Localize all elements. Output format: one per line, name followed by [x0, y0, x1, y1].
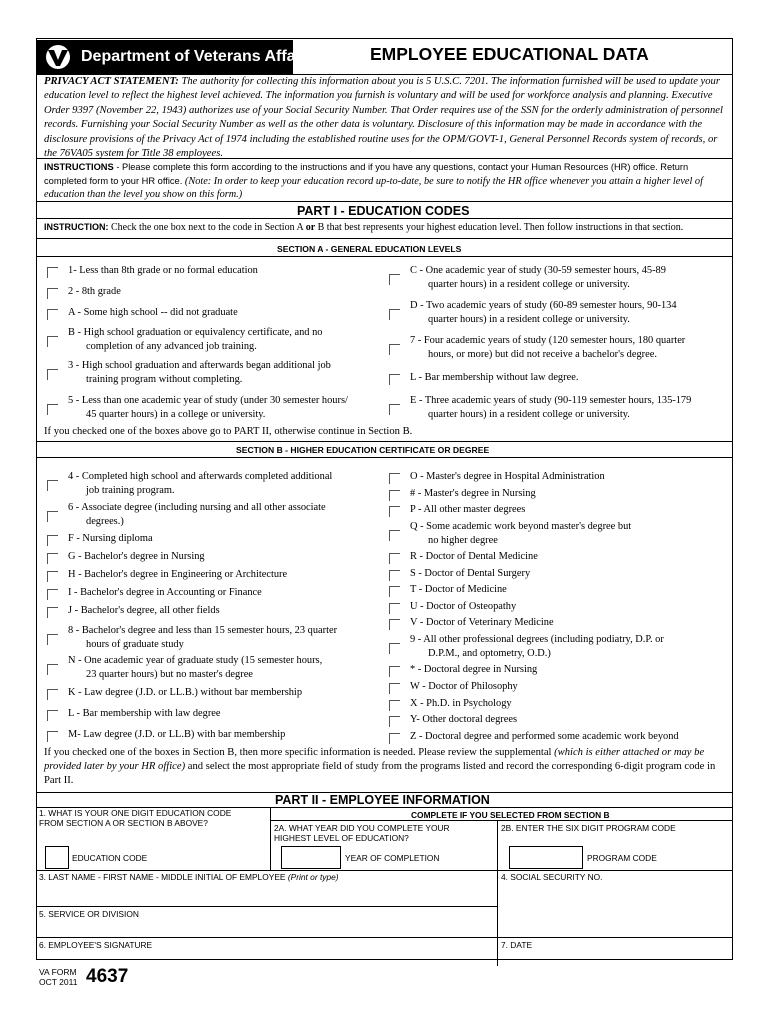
checkbox[interactable] — [389, 374, 400, 385]
checkbox[interactable] — [389, 666, 400, 677]
checklist-label: quarter hours) in a resident college or university. — [428, 409, 630, 420]
section-a-title: SECTION A - GENERAL EDUCATION LEVELS — [277, 244, 462, 254]
checklist-item — [389, 550, 729, 564]
checkbox[interactable] — [47, 553, 58, 564]
checklist-label: 23 quarter hours) but no master's degree — [86, 669, 253, 680]
checklist-label: W - Doctor of Philosophy — [410, 681, 518, 692]
divider — [36, 158, 733, 159]
signature-field[interactable] — [36, 949, 497, 959]
checkbox[interactable] — [389, 570, 400, 581]
checklist-item — [389, 713, 729, 727]
checkbox[interactable] — [389, 716, 400, 727]
checklist-item — [389, 600, 729, 614]
checklist-item — [389, 520, 729, 548]
checklist-item — [47, 306, 382, 320]
part1-instruction: INSTRUCTION: Check the one box next to the code in Section A or B that best represents your highest education level. Then follow instructions in that section. — [44, 222, 684, 233]
q2b-label: 2B. ENTER THE SIX DIGIT PROGRAM CODE — [501, 823, 676, 833]
q6-label: 6. EMPLOYEE'S SIGNATURE — [39, 940, 153, 950]
checklist-item — [47, 586, 382, 600]
q1-label: 1. WHAT IS YOUR ONE DIGIT EDUCATION CODE FROM SECTION A OR SECTION B ABOVE? — [39, 808, 232, 828]
checkbox[interactable] — [47, 480, 58, 491]
checkbox[interactable] — [47, 288, 58, 299]
checklist-label: S - Doctor of Dental Surgery — [410, 568, 531, 579]
checkbox[interactable] — [47, 336, 58, 347]
employee-name-input[interactable] — [36, 880, 497, 905]
checkbox[interactable] — [47, 607, 58, 618]
checklist-label: C - One academic year of study (30-59 semester hours, 45-89 — [410, 265, 666, 276]
checklist-label: T - Doctor of Medicine — [410, 584, 507, 595]
checklist-item — [47, 686, 382, 700]
checklist-label: B - High school graduation or equivalency certificate, and no — [68, 327, 323, 338]
divider — [270, 820, 733, 821]
checklist-item — [389, 503, 729, 517]
checkbox[interactable] — [389, 473, 400, 484]
checklist-item — [389, 663, 729, 677]
checklist-item — [47, 501, 382, 529]
program-code-label: PROGRAM CODE — [587, 853, 657, 863]
checklist-label: H - Bachelor's degree in Engineering or Architecture — [68, 569, 288, 580]
checkbox[interactable] — [47, 731, 58, 742]
checklist-label: L - Bar membership with law degree — [68, 708, 221, 719]
checklist-label: 1- Less than 8th grade or no formal education — [68, 265, 258, 276]
checkbox[interactable] — [47, 589, 58, 600]
checkbox[interactable] — [389, 404, 400, 415]
checklist-item — [389, 334, 729, 362]
q2a-label: 2A. WHAT YEAR DID YOU COMPLETE YOUR HIGHEST LEVEL OF EDUCATION? — [274, 823, 450, 843]
checkbox[interactable] — [47, 710, 58, 721]
checklist-item — [47, 550, 382, 564]
divider — [36, 906, 498, 907]
checklist-label: X - Ph.D. in Psychology — [410, 698, 512, 709]
checklist-item — [47, 654, 382, 682]
q7-label: 7. DATE — [501, 940, 533, 950]
form-id: VA FORM OCT 2011 — [39, 967, 78, 987]
part1-title: PART I - EDUCATION CODES — [297, 204, 470, 218]
checklist-item — [389, 371, 729, 385]
checklist-label: D.P.M., and optometry, O.D.) — [428, 648, 551, 659]
checklist-label: P - All other master degrees — [410, 504, 526, 515]
checklist-label: job training program. — [86, 485, 175, 496]
checklist-label: R - Doctor of Dental Medicine — [410, 551, 538, 562]
checklist-item — [389, 264, 729, 292]
checkbox[interactable] — [47, 535, 58, 546]
divider — [36, 238, 733, 239]
checklist-item — [47, 359, 382, 387]
checklist-item — [389, 487, 729, 501]
q4-label: 4. SOCIAL SECURITY NO. — [501, 872, 603, 882]
checkbox[interactable] — [47, 404, 58, 415]
section-b-footer: If you checked one of the boxes in Section B, then more specific information is needed. Please review the supplemental (which is either attached or may be provided later by your HR office) and select the most appropriate field of study from the programs listed and record the corresponding 6-digit program code in Part II. — [44, 747, 716, 786]
form-title: EMPLOYEE EDUCATIONAL DATA — [370, 44, 649, 64]
program-code-input[interactable] — [509, 846, 583, 869]
checkbox[interactable] — [389, 700, 400, 711]
checklist-label: J - Bachelor's degree, all other fields — [68, 605, 220, 616]
checklist-item — [47, 568, 382, 582]
checklist-label: 9 - All other professional degrees (including podiatry, D.P. or — [410, 634, 664, 645]
checklist-label: quarter hours) in a resident college or university. — [428, 314, 630, 325]
instructions: INSTRUCTIONS - Please complete this form according to the instructions and if you have any questions, contact your Human Resources (HR) office. Return completed form to your HR office. (Note: In order to keep your education record up-to-date, be sure to notify the HR office whenever you attain a higher level of education than the level you show on this form.) — [44, 162, 703, 200]
checklist-item — [389, 697, 729, 711]
checklist-label: training program without completing. — [86, 374, 243, 385]
checklist-item — [389, 633, 729, 661]
complete-if-label: COMPLETE IF YOU SELECTED FROM SECTION B — [411, 810, 610, 820]
checkbox[interactable] — [389, 344, 400, 355]
checklist-label: 7 - Four academic years of study (120 semester hours, 180 quarter — [410, 335, 686, 346]
agency-banner — [37, 40, 316, 74]
checklist-item — [47, 326, 382, 354]
checklist-label: quarter hours) in a resident college or university. — [428, 279, 630, 290]
divider — [36, 218, 733, 219]
checklist-label: O - Master's degree in Hospital Administration — [410, 471, 605, 482]
checklist-label: 45 quarter hours) in a college or university. — [86, 409, 266, 420]
checklist-item — [47, 394, 382, 422]
checklist-item — [47, 285, 382, 299]
divider — [36, 201, 733, 202]
form-number: 4637 — [86, 966, 129, 987]
checklist-item — [389, 583, 729, 597]
checklist-label: 3 - High school graduation and afterwards began additional job — [68, 360, 331, 371]
checkbox[interactable] — [389, 733, 400, 744]
checklist-label: hours of graduate study — [86, 639, 184, 650]
checklist-item — [47, 707, 382, 721]
checklist-label: I - Bachelor's degree in Accounting or Finance — [68, 587, 262, 598]
checkbox[interactable] — [389, 603, 400, 614]
checklist-label: 8 - Bachelor's degree and less than 15 semester hours, 23 quarter — [68, 625, 338, 636]
checklist-item — [389, 567, 729, 581]
checkbox[interactable] — [389, 506, 400, 517]
checklist-label: D - Two academic years of study (60-89 semester hours, 90-134 — [410, 300, 677, 311]
checkbox[interactable] — [389, 586, 400, 597]
checklist-label: G - Bachelor's degree in Nursing — [68, 551, 205, 562]
checklist-label: U - Doctor of Osteopathy — [410, 601, 517, 612]
checkbox[interactable] — [47, 511, 58, 522]
service-division-input[interactable] — [36, 918, 497, 936]
checklist-item — [47, 470, 382, 498]
checklist-item — [47, 264, 382, 278]
checkbox[interactable] — [47, 369, 58, 380]
checkbox[interactable] — [47, 634, 58, 645]
checkbox[interactable] — [47, 664, 58, 675]
checklist-item — [389, 299, 729, 327]
checklist-item — [389, 470, 729, 484]
checklist-label: M- Law degree (J.D. or LL.B) with bar membership — [68, 729, 286, 740]
agency-name: Department of Veterans Affairs — [81, 48, 316, 65]
part2-title: PART II - EMPLOYEE INFORMATION — [275, 793, 490, 807]
divider — [36, 256, 733, 257]
checklist-item — [389, 394, 729, 422]
checkbox[interactable] — [389, 309, 400, 320]
education-code-label: EDUCATION CODE — [72, 853, 148, 863]
section-b-title: SECTION B - HIGHER EDUCATION CERTIFICATE OR DEGREE — [236, 445, 490, 455]
checklist-label: 6 - Associate degree (including nursing and all other associate — [68, 502, 326, 513]
privacy-statement: PRIVACY ACT STATEMENT: The authority for collecting this information about you is 5 U.S.C. 7201. The information furnished will be used to update your education level to reflect the highest level achieved. The information you furnish is voluntary and will be used for workforce analysis and planning. Executive Order 9397 (November 22, 1943) authorizes use of your Social Security Number. That Order requires use of the SSN for the orderly administration of personnel records. Furnishing your Social Security Number as well as the other data is voluntary. Disclosure of this information may be made in accordance with the disclosure provisions of the Privacy Act of 1974 including the established routine uses for the OPM/GOVT-1, General Personnel Records system of records, or the 76VA05 system for Title 38 employees. — [44, 76, 723, 160]
checklist-item — [47, 728, 382, 742]
q3-label: 3. LAST NAME - FIRST NAME - MIDDLE INITIAL OF EMPLOYEE (Print or type) — [39, 872, 339, 882]
checklist-label: degrees.) — [86, 516, 124, 527]
checklist-item — [389, 730, 729, 744]
checklist-item — [47, 624, 382, 652]
checklist-label: E - Three academic years of study (90-119 semester hours, 135-179 — [410, 395, 692, 406]
date-input[interactable] — [498, 949, 732, 959]
checkbox[interactable] — [47, 267, 58, 278]
checklist-label: hours, or more) but did not receive a bachelor's degree. — [428, 349, 657, 360]
checklist-label: # - Master's degree in Nursing — [410, 488, 536, 499]
checklist-item — [47, 604, 382, 618]
checklist-label: * - Doctoral degree in Nursing — [410, 664, 538, 675]
year-completion-label: YEAR OF COMPLETION — [345, 853, 440, 863]
year-completion-input[interactable] — [281, 846, 341, 869]
checklist-label: 5 - Less than one academic year of study (under 30 semester hours/ — [68, 395, 348, 406]
checklist-label: L - Bar membership without law degree. — [410, 372, 579, 383]
divider — [270, 807, 271, 871]
checkbox[interactable] — [389, 553, 400, 564]
q5-label: 5. SERVICE OR DIVISION — [39, 909, 139, 919]
education-code-input[interactable] — [45, 846, 69, 869]
divider — [36, 870, 733, 871]
checklist-label: no higher degree — [428, 535, 498, 546]
checklist-label: 2 - 8th grade — [68, 286, 121, 297]
checkbox[interactable] — [47, 571, 58, 582]
checklist-label: Y- Other doctoral degrees — [410, 714, 518, 725]
checklist-label: Z - Doctoral degree and performed some academic work beyond — [410, 731, 679, 742]
checklist-item — [47, 532, 382, 546]
checkbox[interactable] — [389, 643, 400, 654]
ssn-input[interactable] — [498, 880, 732, 905]
checkbox[interactable] — [389, 683, 400, 694]
checkbox[interactable] — [47, 689, 58, 700]
section-a-footer: If you checked one of the boxes above go to PART II, otherwise continue in Section B. — [44, 426, 413, 437]
checklist-label: N - One academic year of graduate study (15 semester hours, — [68, 655, 323, 666]
checkbox[interactable] — [389, 619, 400, 630]
checklist-label: 4 - Completed high school and afterwards completed additional — [68, 471, 333, 482]
divider — [36, 937, 733, 938]
divider — [36, 441, 733, 442]
checkbox[interactable] — [389, 530, 400, 541]
checklist-label: Q - Some academic work beyond master's degree but — [410, 521, 632, 532]
checkbox[interactable] — [389, 274, 400, 285]
divider — [36, 457, 733, 458]
checklist-item — [389, 680, 729, 694]
checklist-label: F - Nursing diploma — [68, 533, 153, 544]
checklist-label: A - Some high school -- did not graduate — [68, 307, 238, 318]
checkbox[interactable] — [47, 309, 58, 320]
checklist-label: V - Doctor of Veterinary Medicine — [410, 617, 554, 628]
va-logo-icon — [41, 43, 75, 71]
checklist-item — [389, 616, 729, 630]
checkbox[interactable] — [389, 490, 400, 501]
checklist-label: completion of any advanced job training. — [86, 341, 257, 352]
checklist-label: K - Law degree (J.D. or LL.B.) without bar membership — [68, 687, 303, 698]
